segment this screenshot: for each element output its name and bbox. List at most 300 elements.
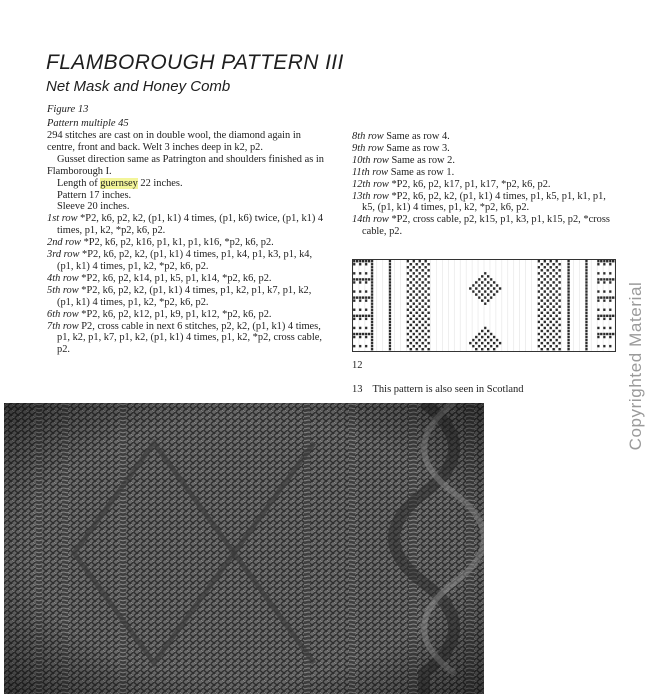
chart-cell [424,321,426,323]
chart-cell [547,263,549,265]
chart-cell [416,275,418,277]
chart-cell [558,312,560,314]
chart-cell [365,263,367,265]
chart-cell [555,266,557,268]
chart-cell [550,278,552,280]
chart-cell [389,266,391,268]
chart-cell [484,272,486,274]
chart-cell [413,260,415,262]
chart-cell [585,333,587,335]
chart-cell [410,281,412,283]
chart-cell [365,290,367,292]
chart-cell [413,309,415,311]
chart-cell [555,302,557,304]
chart-cell [427,330,429,332]
intro-paragraph: 294 stitches are cast on in double wool, the diamond again in centre, front and back. Welt 3 inches deep in k2, p2. [47,130,301,153]
chart-cell [487,330,489,332]
chart-cell [413,302,415,304]
chart-cell [606,278,608,280]
chart-cell [550,290,552,292]
chart-cell [603,278,605,280]
chart-cell [478,290,480,292]
chart-cell [490,278,492,280]
chart-cell [552,336,554,338]
chart-cell [487,342,489,344]
row-text: Same as row 4. [383,131,450,142]
chart-cell [371,336,373,338]
chart-cell [389,327,391,329]
chart-cell [410,293,412,295]
chart-cell [552,330,554,332]
chart-cell [585,309,587,311]
chart-cell [365,336,367,338]
chart-cell [567,266,569,268]
chart-cell [419,321,421,323]
chart-cell [538,260,540,262]
chart-cell [389,269,391,271]
chart-cell [427,269,429,271]
chart-cell [555,290,557,292]
chart-cell [484,345,486,347]
chart-cell [541,342,543,344]
row-text: *P2, k6, p2, k12, p1, k9, p1, k12, *p2, k6, p2. [78,308,272,320]
chart-cell [558,299,560,301]
chart-cell [371,293,373,295]
chart-cell [487,275,489,277]
chart-cell [600,315,602,317]
chart-cell [389,293,391,295]
chart-cell [567,348,569,350]
row-text: *P2, k6, p2, k2, (p1, k1) 4 times, p1, k4, p1, k3, p1, k4, (p1, k1) 4 times, p1, k2, *p2, k6, p2. [57,249,313,272]
chart-cell [609,327,611,329]
chart-cell [550,272,552,274]
chart-cell [475,281,477,283]
chart-cell [413,345,415,347]
chart-cell [550,339,552,341]
chart-cell [567,306,569,308]
chart-cell [585,278,587,280]
chart-cell [558,318,560,320]
chart-cell [389,321,391,323]
chart-cell [371,345,373,347]
chart-cell [585,339,587,341]
chart-cell [585,336,587,338]
chart-cell [538,309,540,311]
chart-cell [550,321,552,323]
chart-cell [606,260,608,262]
chart-cell [478,296,480,298]
chart-cell [597,278,599,280]
chart-cell [427,281,429,283]
chart-cell [490,345,492,347]
chart-cell [371,342,373,344]
chart-cell [407,290,409,292]
chart-cell [552,275,554,277]
chart-cell [389,287,391,289]
chart-cell [552,287,554,289]
chart-cell [478,284,480,286]
chart-cell [424,345,426,347]
chart-cell [424,272,426,274]
chart-cell [416,306,418,308]
chart-cell [365,260,367,262]
chart-cell [544,345,546,347]
chart-cell [597,333,599,335]
chart-cell [472,290,474,292]
chart-cell [597,290,599,292]
row-text: *P2, k6, p2, k2, (p1, k1) 4 times, (p1, k6) twice, (p1, k1) 4 times, p1, k2, *p2, k6, p2. [57,213,324,237]
chart-cell [419,260,421,262]
chart-cell [597,315,599,317]
chart-cell [365,333,367,335]
chart-cell [407,266,409,268]
chart-cell [371,348,373,350]
row-instruction [47,249,329,273]
chart-cell [365,299,367,301]
chart-cell [353,278,355,280]
row-text: Same as row 3. [383,142,450,154]
left-column [47,130,329,356]
chart-cell [567,327,569,329]
chart-cell [558,269,560,271]
chart-cell [356,333,358,335]
chart-cell [550,266,552,268]
pattern-length-line: Pattern 17 inches. [57,189,132,201]
chart-cell [567,272,569,274]
chart-cell [609,315,611,317]
chart-figure-number: 12 [352,360,363,371]
chart-cell [389,318,391,320]
chart-cell [371,263,373,265]
chart-cell [389,348,391,350]
row-label: 11th row [352,166,389,178]
chart-cell [496,284,498,286]
chart-cell [603,299,605,301]
chart-cell [413,266,415,268]
chart-cell [389,315,391,317]
chart-cell [585,287,587,289]
chart-cell [541,275,543,277]
chart-cell [389,342,391,344]
chart-cell [597,263,599,265]
chart-cell [475,336,477,338]
chart-cell [407,302,409,304]
chart-cell [424,333,426,335]
chart-cell [558,287,560,289]
chart-cell [410,312,412,314]
chart-cell [410,275,412,277]
pattern-multiple: Pattern multiple 45 [47,118,129,129]
chart-cell [419,333,421,335]
chart-cell [609,290,611,292]
chart-cell [365,272,367,274]
chart-cell [538,345,540,347]
row-label: 12th row [352,178,389,190]
chart-cell [552,299,554,301]
chart-cell [427,306,429,308]
chart-cell [359,290,361,292]
chart-cell [416,281,418,283]
chart-cell [496,339,498,341]
chart-cell [499,287,501,289]
chart-cell [544,296,546,298]
chart-cell [481,299,483,301]
chart-cell [538,290,540,292]
chart-cell [585,284,587,286]
chart-cell [421,293,423,295]
chart-cell [484,284,486,286]
chart-cell [407,309,409,311]
chart-cell [550,327,552,329]
chart-cell [538,272,540,274]
chart-cell [609,278,611,280]
chart-cell [597,260,599,262]
chart-cell [481,342,483,344]
chart-cell [567,275,569,277]
chart-cell [416,348,418,350]
chart-cell [419,339,421,341]
chart-cell [567,281,569,283]
chart-cell [544,278,546,280]
chart-cell [359,272,361,274]
chart-cell [356,315,358,317]
chart-cell [493,287,495,289]
chart-cell [407,333,409,335]
chart-cell [609,318,611,320]
chart-cell [389,302,391,304]
chart-cell [416,318,418,320]
chart-cell [359,327,361,329]
chart-cell [541,281,543,283]
chart-cell [421,318,423,320]
chart-cell [353,299,355,301]
chart-cell [547,281,549,283]
row-instruction [352,131,612,143]
chart-cell [585,260,587,262]
chart-cell [567,336,569,338]
chart-cell [389,296,391,298]
chart-cell [484,302,486,304]
chart-cell [371,327,373,329]
chart-cell [538,315,540,317]
chart-cell [567,299,569,301]
chart-cell [606,333,608,335]
chart-cell [555,333,557,335]
chart-cell [544,284,546,286]
chart-cell [410,299,412,301]
chart-cell [606,315,608,317]
chart-cell [389,330,391,332]
chart-cell [421,336,423,338]
chart-cell [585,318,587,320]
chart-cell [585,306,587,308]
chart-cell [609,336,611,338]
chart-cell [359,263,361,265]
chart-cell [407,278,409,280]
chart-cell [567,263,569,265]
chart-cell [424,302,426,304]
chart-cell [359,309,361,311]
length-text-b: 22 inches. [137,177,183,189]
page-subtitle: Net Mask and Honey Comb [46,78,231,95]
chart-cell [585,330,587,332]
chart-cell [419,345,421,347]
chart-cell [416,324,418,326]
chart-cell [424,309,426,311]
chart-cell [555,284,557,286]
chart-cell [550,315,552,317]
chart-cell [389,324,391,326]
row-instruction [47,273,329,285]
chart-cell [427,348,429,350]
chart-cell [558,342,560,344]
chart-cell [407,339,409,341]
knitted-swatch-photo [4,403,484,694]
chart-cell [427,287,429,289]
chart-cell [487,293,489,295]
chart-cell [410,330,412,332]
row-instruction [47,309,329,321]
chart-cell [353,333,355,335]
chart-cell [416,336,418,338]
chart-cell [547,318,549,320]
chart-cell [603,318,605,320]
chart-cell [597,272,599,274]
row-text: *P2, k6, p2, k17, p1, k17, *p2, k6, p2. [388,178,551,190]
chart-cell [555,315,557,317]
swatch-photo-image [4,403,484,694]
right-column [352,131,612,238]
chart-cell [550,345,552,347]
chart-cell [567,345,569,347]
chart-cell [353,272,355,274]
chart-cell [413,290,415,292]
chart-cell [365,309,367,311]
chart-cell [421,287,423,289]
chart-cell [353,336,355,338]
row-text: Same as row 2. [388,154,455,166]
chart-cell [481,336,483,338]
chart-cell [353,315,355,317]
chart-cell [407,345,409,347]
chart-cell [359,336,361,338]
chart-cell [558,348,560,350]
chart-cell [609,333,611,335]
chart-cell [421,299,423,301]
chart-cell [585,315,587,317]
chart-cell [389,339,391,341]
knitting-chart [352,259,616,352]
row-label: 13th row [352,190,389,202]
chart-cell [603,296,605,298]
row-text: *P2, k6, p2, k16, p1, k1, p1, k16, *p2, k6, p2. [80,237,274,249]
chart-cell [371,272,373,274]
chart-cells [353,260,614,350]
chart-cell [538,296,540,298]
chart-cell [555,339,557,341]
chart-cell [544,327,546,329]
chart-cell [424,296,426,298]
chart-cell [389,309,391,311]
chart-cell [421,306,423,308]
chart-cell [416,269,418,271]
chart-cell [612,315,614,317]
chart-cell [558,263,560,265]
row-label: 5th row [47,284,79,296]
chart-cell [490,290,492,292]
footnote-text: This pattern is also seen in Scotland [372,384,524,395]
chart-cell [609,345,611,347]
chart-cell [552,293,554,295]
chart-cell [603,281,605,283]
chart-cell [567,293,569,295]
chart-cell [496,345,498,347]
row-label: 10th row [352,154,389,166]
chart-cell [421,330,423,332]
chart-cell [362,296,364,298]
chart-cell [550,296,552,298]
chart-cell [359,296,361,298]
chart-cell [603,272,605,274]
chart-cell [493,348,495,350]
chart-cell [413,284,415,286]
chart-cell [359,278,361,280]
chart-cell [478,333,480,335]
chart-cell [371,315,373,317]
sleeve-line: Sleeve 20 inches. [57,201,130,213]
chart-cell [493,281,495,283]
chart-cell [544,272,546,274]
chart-cell [558,275,560,277]
chart-cell [419,272,421,274]
row-instruction [352,214,612,238]
chart-cell [567,296,569,298]
footnote-number: 13 [352,384,363,395]
chart-cell [424,327,426,329]
chart-cell [353,290,355,292]
chart-cell [472,339,474,341]
chart-cell [585,269,587,271]
chart-cell [544,290,546,292]
chart-cell [481,348,483,350]
chart-cell [389,281,391,283]
chart-cell [365,318,367,320]
chart-cell [389,306,391,308]
chart-cell [544,339,546,341]
chart-cell [427,263,429,265]
chart-cell [359,281,361,283]
row-label: 9th row [352,142,384,154]
chart-cell [353,281,355,283]
chart-cell [555,272,557,274]
chart-cell [371,275,373,277]
chart-cell [544,333,546,335]
chart-cell [567,330,569,332]
chart-cell [365,281,367,283]
chart-cell [389,278,391,280]
chart-cell [490,339,492,341]
chart-cell [496,290,498,292]
chart-cell [421,348,423,350]
chart-cell [552,342,554,344]
chart-cell [356,296,358,298]
chart-cell [416,312,418,314]
chart-cell [475,342,477,344]
chart-cell [353,345,355,347]
chart-cell [541,336,543,338]
chart-cell [487,287,489,289]
chart-cell [419,278,421,280]
